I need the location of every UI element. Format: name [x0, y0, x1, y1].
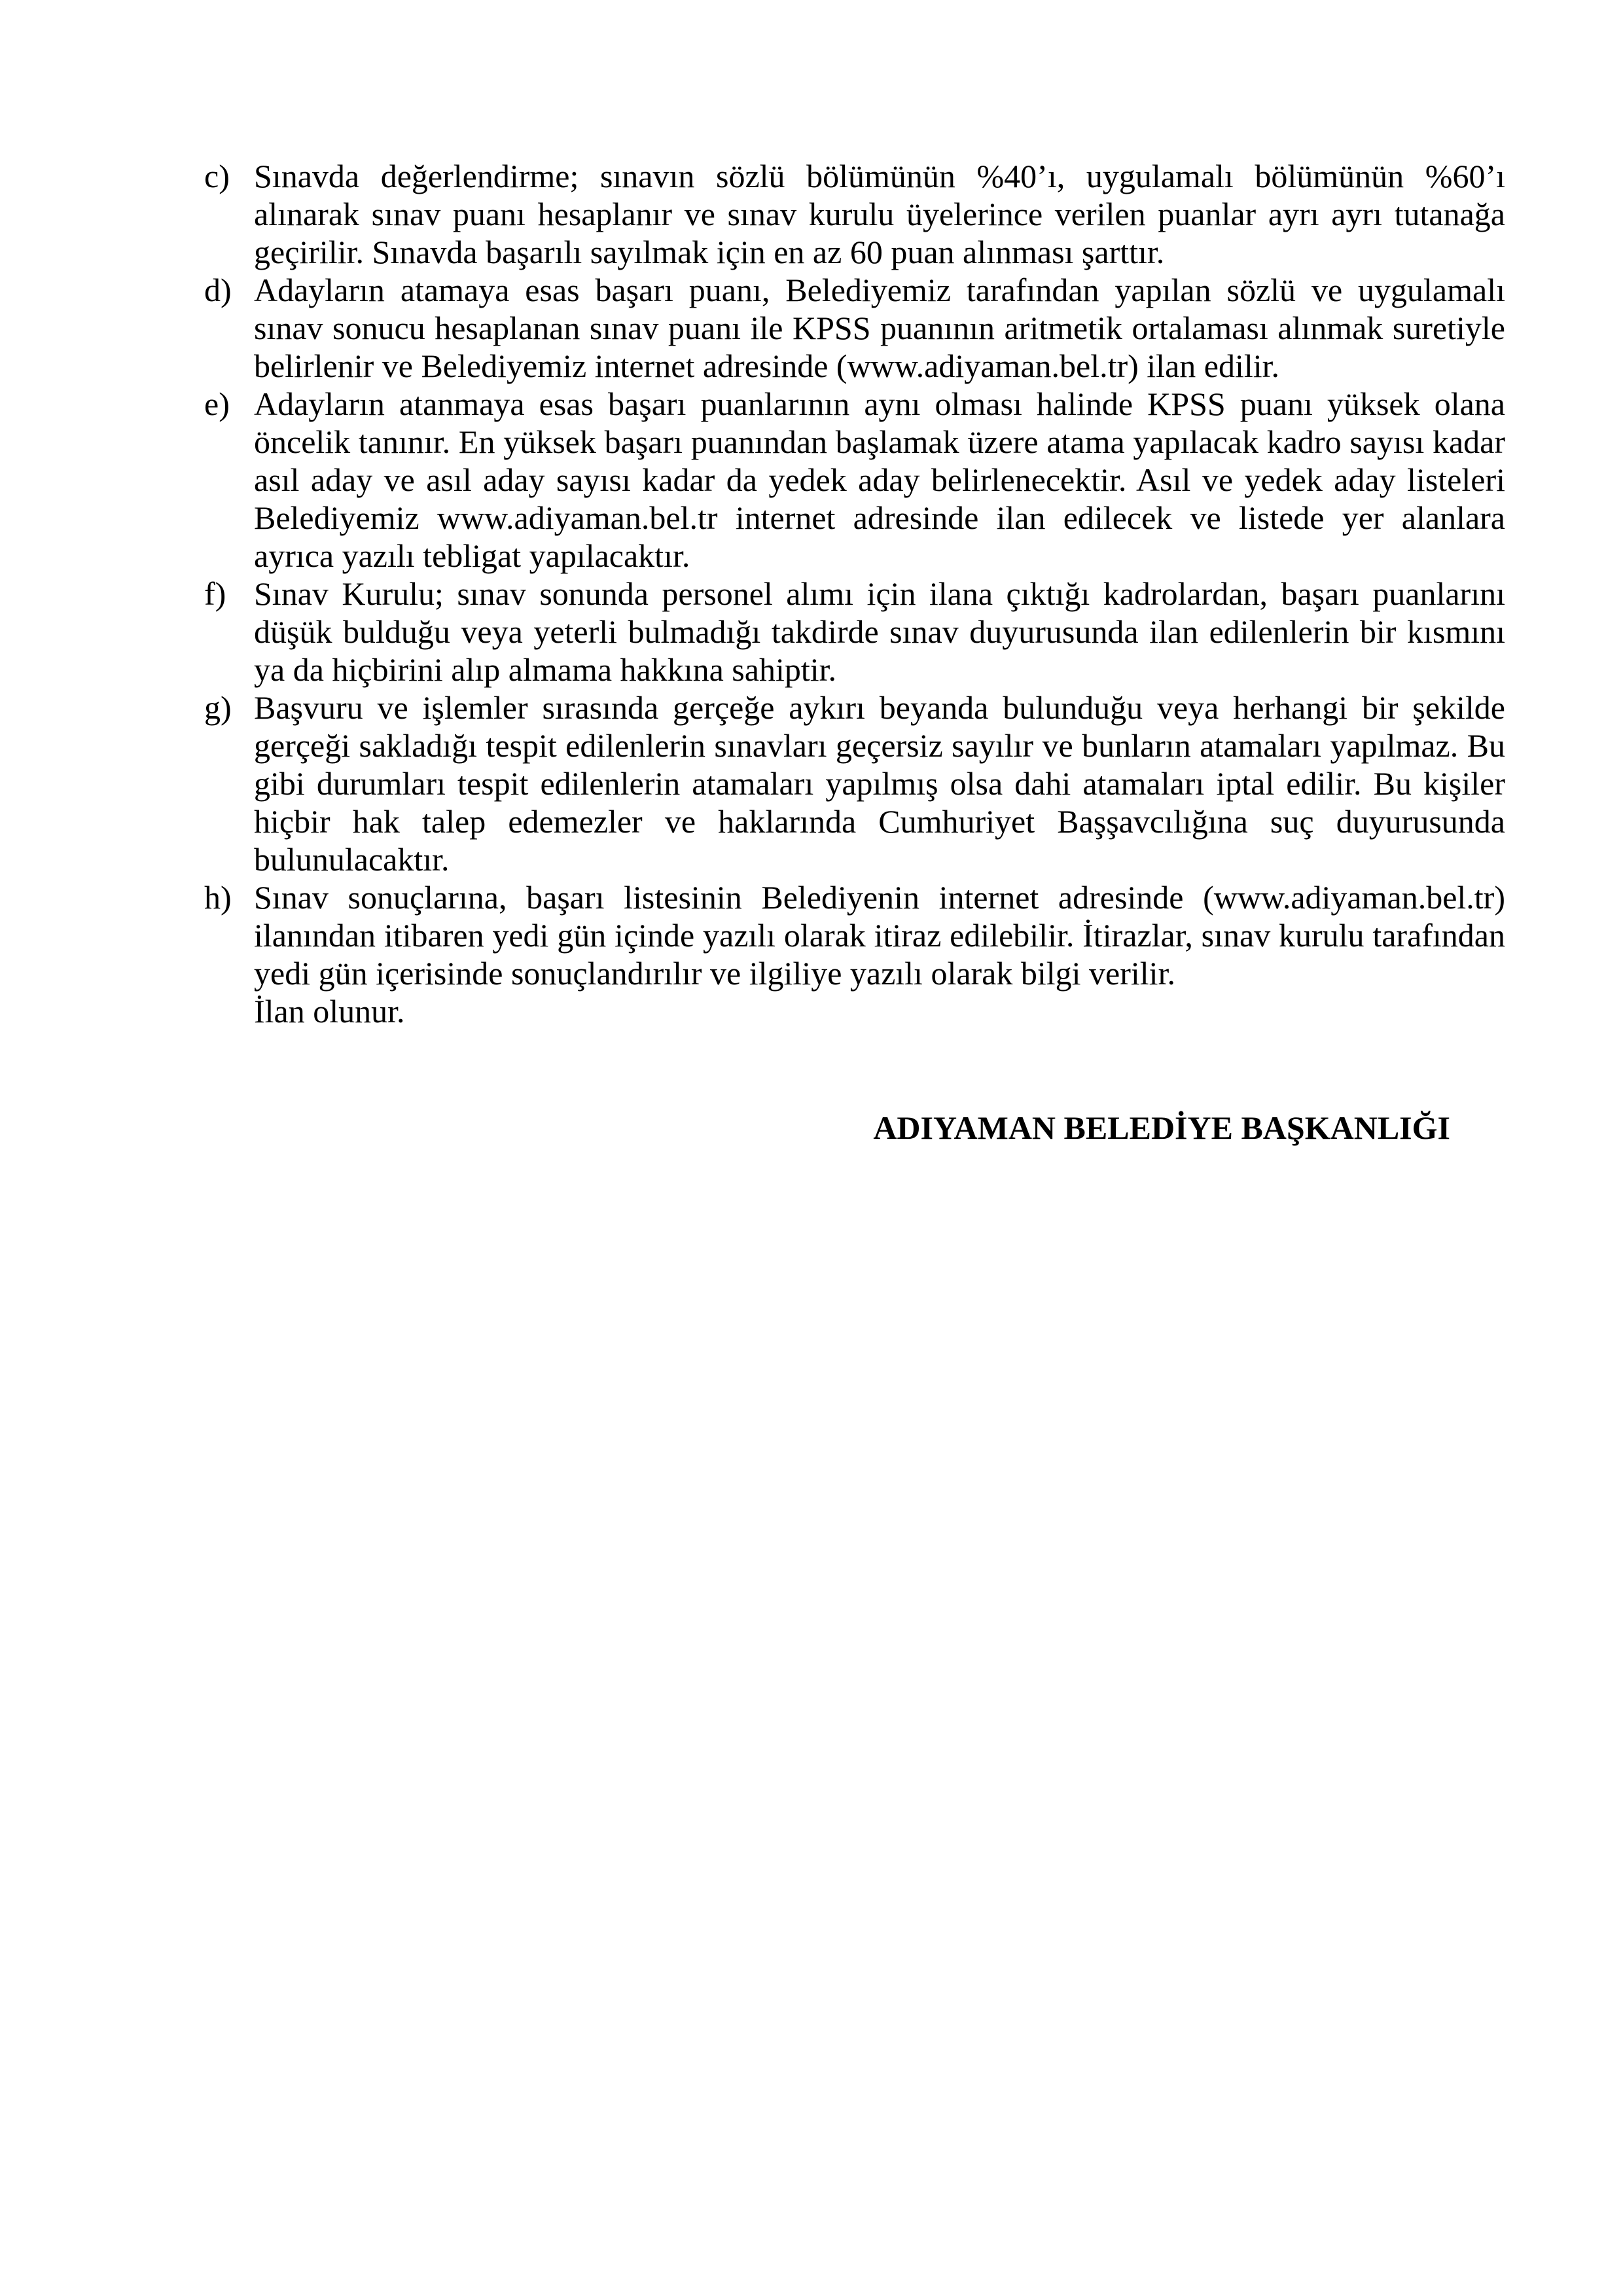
list-item-f	[204, 575, 1505, 689]
list-item-d-text: Adayların atamaya esas başarı puanı, Belediyemiz tarafından yapılan sözlü ve uygulamalı sınav sonucu hesaplanan sınav puanı ile KPSS puanının aritmetik ortalaması alınmak suretiyle belirlenir ve Belediyemiz internet adresinde (www.adiyaman.bel.tr) ilan edilir.	[254, 272, 1505, 384]
list-item-f-text: Sınav Kurulu; sınav sonunda personel alımı için ilana çıktığı kadrolardan, başarı puanlarını düşük bulduğu veya yeterli bulmadığı takdirde sınav duyurusunda ilan edilenlerin bir kısmını ya da hiçbirini alıp almama hakkına sahiptir.	[254, 575, 1505, 688]
signature-line: ADIYAMAN BELEDİYE BAŞKANLIĞI	[873, 1109, 1450, 1146]
closing-line: İlan olunur.	[254, 993, 405, 1030]
list-item-g	[204, 689, 1505, 878]
list-marker-c: c)	[204, 158, 230, 194]
list-item-h-text: Sınav sonuçlarına, başarı listesinin Belediyenin internet adresinde (www.adiyaman.bel.tr) ilanından itibaren yedi gün içinde yazılı olarak itiraz edilebilir. İtirazlar, sınav kurulu tarafından yedi gün içerisinde sonuçlandırılır ve ilgiliye yazılı olarak bilgi verilir.	[254, 879, 1505, 992]
list-marker-d: d)	[204, 272, 232, 308]
list-marker-g: g)	[204, 689, 232, 726]
list-item-h	[204, 878, 1505, 992]
list-item-c	[204, 157, 1505, 271]
list-marker-h: h)	[204, 879, 232, 916]
list-item-g-text: Başvuru ve işlemler sırasında gerçeğe aykırı beyanda bulunduğu veya herhangi bir şekilde gerçeği sakladığı tespit edilenlerin sınavları geçersiz sayılır ve bunların atamaları yapılmaz. Bu gibi durumları tespit edilenlerin atamaları yapılmış olsa dahi atamaları iptal edilir. Bu kişiler hiçbir hak talep edemezler ve haklarında Cumhuriyet Başşavcılığına suç duyurusunda bulunulacaktır.	[254, 689, 1505, 878]
announcement-body	[204, 157, 1505, 1147]
list-item-e-text: Adayların atanmaya esas başarı puanlarının aynı olması halinde KPSS puanı yüksek olana öncelik tanınır. En yüksek başarı puanından başlamak üzere atama yapılacak kadro sayısı kadar asıl aday ve asıl aday sayısı kadar da yedek aday belirlenecektir. Asıl ve yedek aday listeleri Belediyemiz www.adiyaman.bel.tr internet adresinde ilan edilecek ve listede yer alanlara ayrıca yazılı tebligat yapılacaktır.	[254, 386, 1505, 574]
list-marker-e: e)	[204, 386, 230, 422]
list-item-d	[204, 271, 1505, 385]
list-item-c-text: Sınavda değerlendirme; sınavın sözlü bölümünün %40’ı, uygulamalı bölümünün %60’ı alınarak sınav puanı hesaplanır ve sınav kurulu üyelerince verilen puanlar ayrı ayrı tutanağa geçirilir. Sınavda başarılı sayılmak için en az 60 puan alınması şarttır.	[254, 158, 1505, 270]
list-item-e	[204, 385, 1505, 575]
list-marker-f: f)	[204, 575, 226, 612]
